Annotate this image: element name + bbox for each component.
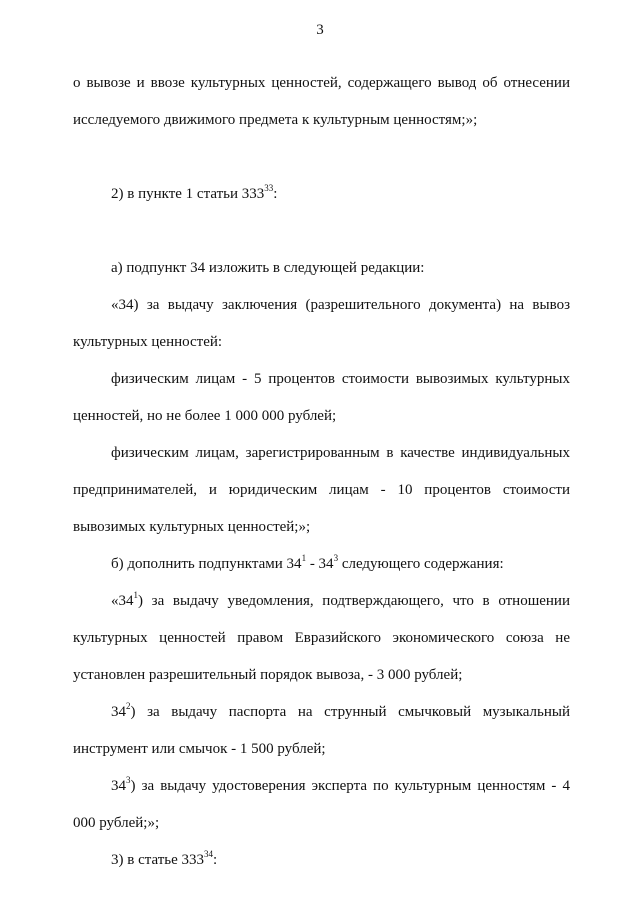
paragraph-gap [73,213,570,250]
paragraph-text: физическим лицам, зарегистрированным в качестве индивидуальных предпринимателей, и юридическим лицам - 10 процентов стоимости вывозимых культурных ценностей;»; [73,445,570,535]
paragraph-text: - 34 [306,556,334,572]
paragraph-gap [73,139,570,176]
superscript: 3 [333,553,339,563]
paragraph-text: ) за выдачу удостоверения эксперта по культурным ценностям - 4 000 рублей;»; [73,778,570,831]
paragraph-text: ) за выдачу уведомления, подтверждающего, что в отношении культурных ценностей правом Евразийского экономического союза не установлен разрешительный порядок вывоза, - 3 000 рублей; [73,593,570,683]
paragraph-7 [73,546,570,583]
paragraph-text: : [273,186,278,202]
paragraph-6 [73,435,570,546]
paragraph-text: физическим лицам - 5 процентов стоимости вывозимых культурных ценностей, но не более 1 000 000 рублей; [73,371,570,424]
paragraph-text: 3) в статье 333 [111,852,205,868]
paragraph-8 [73,583,570,694]
superscript: 34 [204,849,214,859]
paragraph-10 [73,768,570,842]
paragraph-2 [73,176,570,213]
paragraph-text: 2) в пункте 1 статьи 333 [111,186,265,202]
paragraph-text: 34 [111,778,126,794]
superscript: 33 [264,183,274,193]
superscript: 3 [126,775,131,785]
superscript: 1 [133,590,138,600]
paragraph-text: 34 [111,704,126,720]
paragraph-1 [73,65,570,139]
paragraph-3 [73,250,570,287]
paragraph-4 [73,287,570,361]
superscript: 1 [301,553,307,563]
paragraph-5 [73,361,570,435]
page-number: 3 [316,22,324,38]
paragraph-text: : [213,852,218,868]
paragraph-text: «34 [111,593,134,609]
paragraph-text: а) подпункт 34 изложить в следующей редакции: [111,260,425,276]
paragraph-text: следующего содержания: [338,556,504,572]
document-body [73,65,570,879]
paragraph-text: ) за выдачу паспорта на струнный смычковый музыкальный инструмент или смычок - 1 500 рублей; [73,704,570,757]
superscript: 2 [126,701,131,711]
paragraph-text: б) дополнить подпунктами 34 [111,556,302,572]
paragraph-11 [73,842,570,879]
paragraph-text: «34) за выдачу заключения (разрешительного документа) на вывоз культурных ценностей: [73,297,570,350]
paragraph-9 [73,694,570,768]
paragraph-text: о вывозе и ввозе культурных ценностей, содержащего вывод об отнесении исследуемого движимого предмета к культурным ценностям;»; [73,75,570,128]
